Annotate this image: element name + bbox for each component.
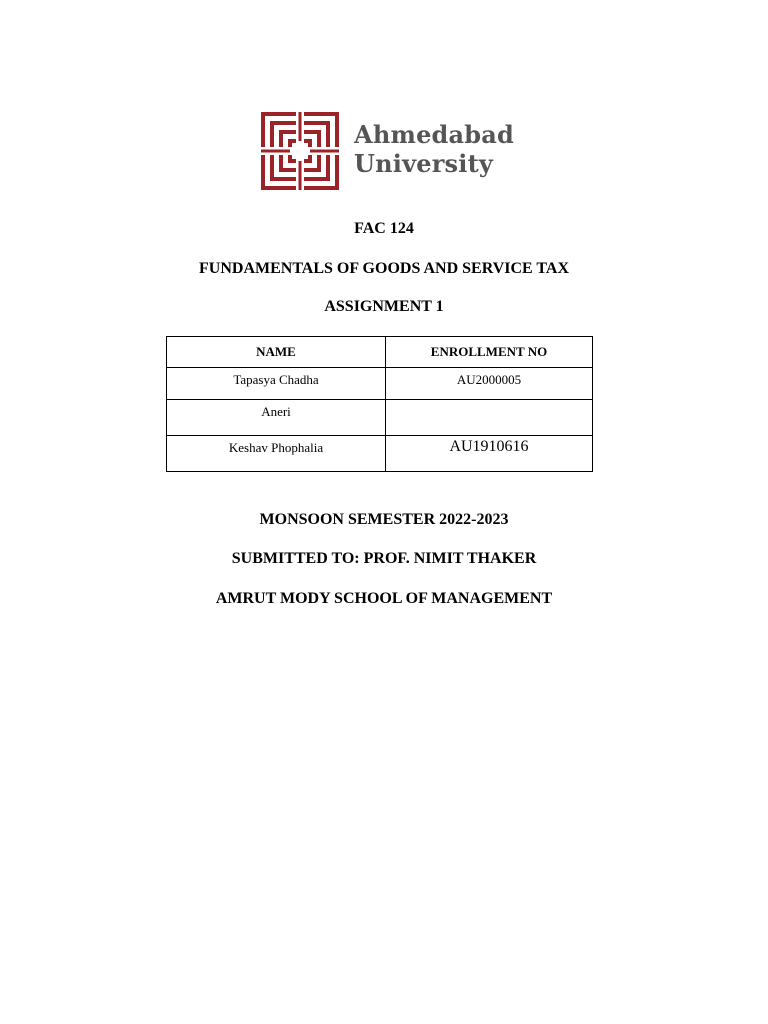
table-row — [167, 436, 593, 472]
logo-wordmark — [354, 120, 514, 178]
course-code: FAC 124 — [354, 220, 414, 237]
submitted-to-line: SUBMITTED TO: PROF. NIMIT THAKER — [231, 550, 537, 567]
member-name: Tapasya Chadha — [167, 368, 386, 400]
logo-line-2: University — [354, 149, 494, 178]
table-row — [167, 368, 593, 400]
logo-line-1: Ahmedabad — [354, 120, 514, 149]
member-name: Aneri — [167, 400, 386, 436]
semester-line: MONSOON SEMESTER 2022-2023 — [259, 511, 509, 528]
member-enrollment: AU1910616 — [386, 436, 593, 472]
enrollment-column-header: ENROLLMENT NO — [386, 337, 593, 368]
assignment-title: ASSIGNMENT 1 — [324, 298, 444, 315]
member-enrollment — [386, 400, 593, 436]
member-enrollment: AU2000005 — [386, 368, 593, 400]
university-emblem-icon — [261, 112, 339, 190]
university-logo — [261, 112, 514, 192]
member-name: Keshav Phophalia — [167, 436, 386, 472]
course-title: FUNDAMENTALS OF GOODS AND SERVICE TAX — [199, 260, 569, 277]
school-name: AMRUT MODY SCHOOL OF MANAGEMENT — [215, 590, 553, 607]
name-column-header: NAME — [167, 337, 386, 368]
table-header-row — [167, 337, 593, 368]
members-table — [166, 336, 593, 472]
table-row — [167, 400, 593, 436]
